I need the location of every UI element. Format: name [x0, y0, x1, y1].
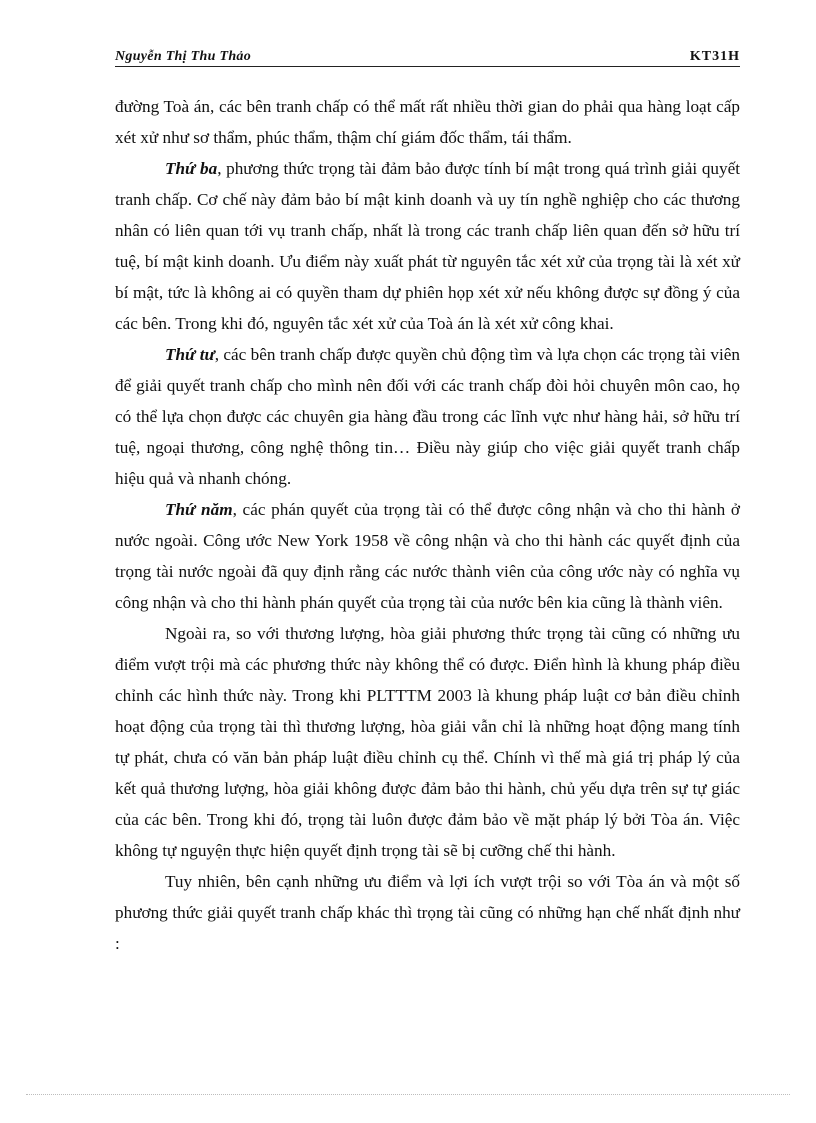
paragraph-text: , phương thức trọng tài đảm bảo được tính bí mật trong quá trình giải quyết tranh chấp. Cơ chế này đảm bảo bí mật kinh doanh và uy tín nghề nghiệp cho các thương nhân có liên quan tới vụ tranh chấp, nhất là trong các tranh chấp liên quan đến sở hữu trí tuệ, bí mật kinh doanh. Ưu điểm này xuất phát từ nguyên tắc xét xử của trọng tài là xét xử bí mật, tức là không ai có quyền tham dự phiên họp xét xử nếu không được sự đồng ý của các bên. Trong khi đó, nguyên tắc xét xử của Toà án là xét xử công khai. — [115, 159, 741, 333]
paragraph-2 — [115, 153, 740, 339]
paragraph-lead: Thứ năm — [165, 500, 233, 519]
paragraph-text: Tuy nhiên, bên cạnh những ưu điểm và lợi ích vượt trội so với Tòa án và một số phương thức giải quyết tranh chấp khác thì trọng tài cũng có những hạn chế nhất định như : — [115, 872, 740, 953]
paragraph-4 — [115, 494, 740, 618]
paragraph-3 — [115, 339, 740, 494]
header-author: Nguyễn Thị Thu Thảo — [115, 49, 251, 64]
document-body — [115, 91, 740, 959]
paragraph-text: , các bên tranh chấp được quyền chủ động tìm và lựa chọn các trọng tài viên để giải quyết tranh chấp cho mình nên đối với các tranh chấp đòi hỏi chuyên môn cao, họ có thể lựa chọn được các chuyên gia hàng đầu trong các lĩnh vực như hàng hải, sở hữu trí tuệ, ngoại thương, công nghệ thông tin… Điều này giúp cho việc giải quyết tranh chấp hiệu quả và nhanh chóng. — [115, 345, 740, 488]
page-bottom-border — [26, 1094, 790, 1095]
paragraph-lead: Thứ tư — [165, 345, 215, 364]
paragraph-text: đường Toà án, các bên tranh chấp có thể mất rất nhiều thời gian do phải qua hàng loạt cấp xét xử như sơ thẩm, phúc thẩm, thậm chí giám đốc thẩm, tái thẩm. — [115, 97, 740, 147]
page-header — [115, 48, 740, 67]
paragraph-6 — [115, 866, 740, 959]
paragraph-5 — [115, 618, 740, 866]
paragraph-text: , các phán quyết của trọng tài có thể được công nhận và cho thi hành ở nước ngoài. Công ước New York 1958 về công nhận và cho thi hành các quyết định của trọng tài nước ngoài đã quy định rằng các nước thành viên của công ước này có nghĩa vụ công nhận và cho thi hành phán quyết của trọng tài của nước bên kia cũng là thành viên. — [115, 500, 740, 612]
paragraph-1 — [115, 91, 740, 153]
paragraph-text: Ngoài ra, so với thương lượng, hòa giải phương thức trọng tài cũng có những ưu điểm vượt trội mà các phương thức này không thể có được. Điển hình là khung pháp điều chỉnh các hình thức này. Trong khi PLTTTM 2003 là khung pháp luật cơ bản điều chỉnh hoạt động của trọng tài thì thương lượng, hòa giải vẫn chỉ là những hoạt động mang tính tự phát, chưa có văn bản pháp luật điều chỉnh cụ thể. Chính vì thế mà giá trị pháp lý của kết quả thương lượng, hòa giải không được đảm bảo thi hành, chủ yếu dựa trên sự tự giác của các bên. Trong khi đó, trọng tài luôn được đảm bảo về mặt pháp lý bởi Tòa án. Việc không tự nguyện thực hiện quyết định trọng tài sẽ bị cưỡng chế thi hành. — [115, 624, 740, 860]
paragraph-lead: Thứ ba — [165, 159, 218, 178]
header-code: KT31H — [689, 49, 740, 64]
